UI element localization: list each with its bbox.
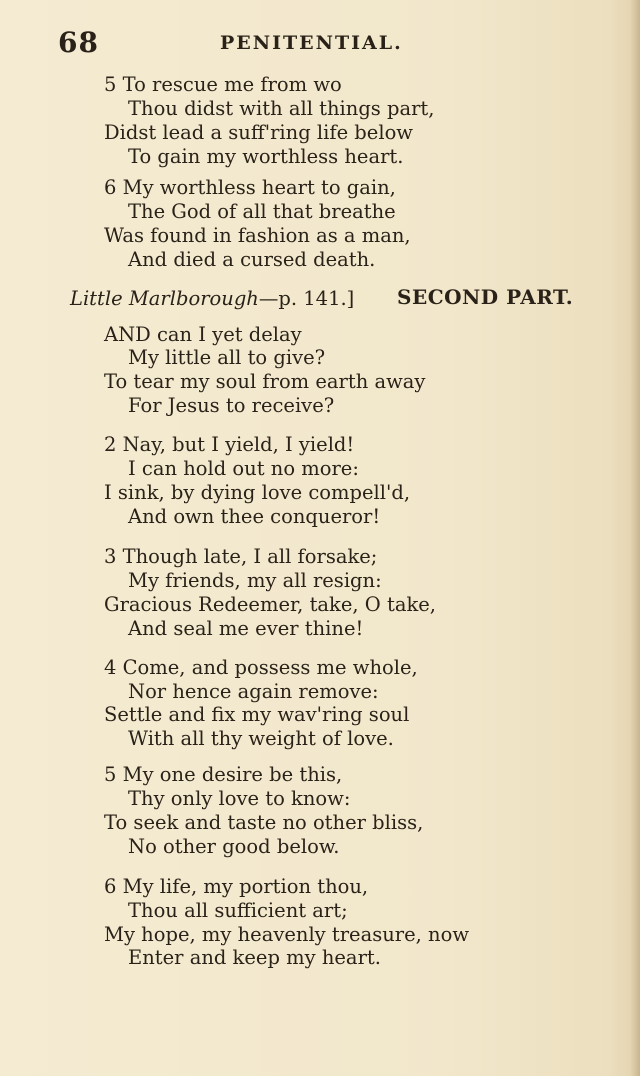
verse-line: And seal me ever thine! <box>128 617 364 640</box>
part-heading: SECOND PART. <box>397 285 574 309</box>
verse-line: AND can I yet delay <box>104 323 302 346</box>
verse-line: Didst lead a suff'ring life below <box>104 121 414 144</box>
verse-line: Thou all sufficient art; <box>128 899 348 922</box>
verse-line: My friends, my all resign: <box>128 569 382 592</box>
verse-line: 3 Though late, I all forsake; <box>104 545 378 568</box>
verse-line: I sink, by dying love compell'd, <box>104 481 411 504</box>
verse-line: 5 My one desire be this, <box>104 763 343 786</box>
verse-line: To gain my worthless heart. <box>128 145 404 168</box>
verse-line: To seek and taste no other bliss, <box>104 811 424 834</box>
verse-line: Thou didst with all things part, <box>128 97 435 120</box>
verse-line: Enter and keep my heart. <box>128 946 381 969</box>
page-header <box>58 26 458 60</box>
verse-line: Thy only love to know: <box>128 787 351 810</box>
verse-line: 6 My worthless heart to gain, <box>104 176 396 199</box>
tune-page-ref: —p. 141.] <box>258 287 355 310</box>
verse-line: I can hold out no more: <box>128 457 359 480</box>
verse-line: And own thee conqueror! <box>128 505 381 528</box>
verse-line: 5 To rescue me from wo <box>104 73 342 96</box>
verse-line: To tear my soul from earth away <box>104 370 426 393</box>
tune-name: Little Marlborough <box>70 287 259 310</box>
verse-line: My hope, my heavenly treasure, now <box>104 923 470 946</box>
running-head: PENITENTIAL. <box>220 32 403 54</box>
page-edge-shadow <box>630 0 640 1076</box>
verse-line: The God of all that breathe <box>128 200 396 223</box>
verse-line: 4 Come, and possess me whole, <box>104 656 418 679</box>
verse-line: My little all to give? <box>128 346 326 369</box>
verse-line: And died a cursed death. <box>128 248 376 271</box>
verse-line: No other good below. <box>128 835 340 858</box>
verse-line: Gracious Redeemer, take, O take, <box>104 593 436 616</box>
verse-line: Was found in fashion as a man, <box>104 224 411 247</box>
verse-line: With all thy weight of love. <box>128 727 394 750</box>
verse-line: Settle and fix my wav'ring soul <box>104 703 410 726</box>
tune-reference <box>70 287 354 310</box>
verse-line: For Jesus to receive? <box>128 394 335 417</box>
verse-line: Nor hence again remove: <box>128 680 379 703</box>
verse-line: 2 Nay, but I yield, I yield! <box>104 433 355 456</box>
verse-line: 6 My life, my portion thou, <box>104 875 369 898</box>
page-number: 68 <box>58 26 99 59</box>
